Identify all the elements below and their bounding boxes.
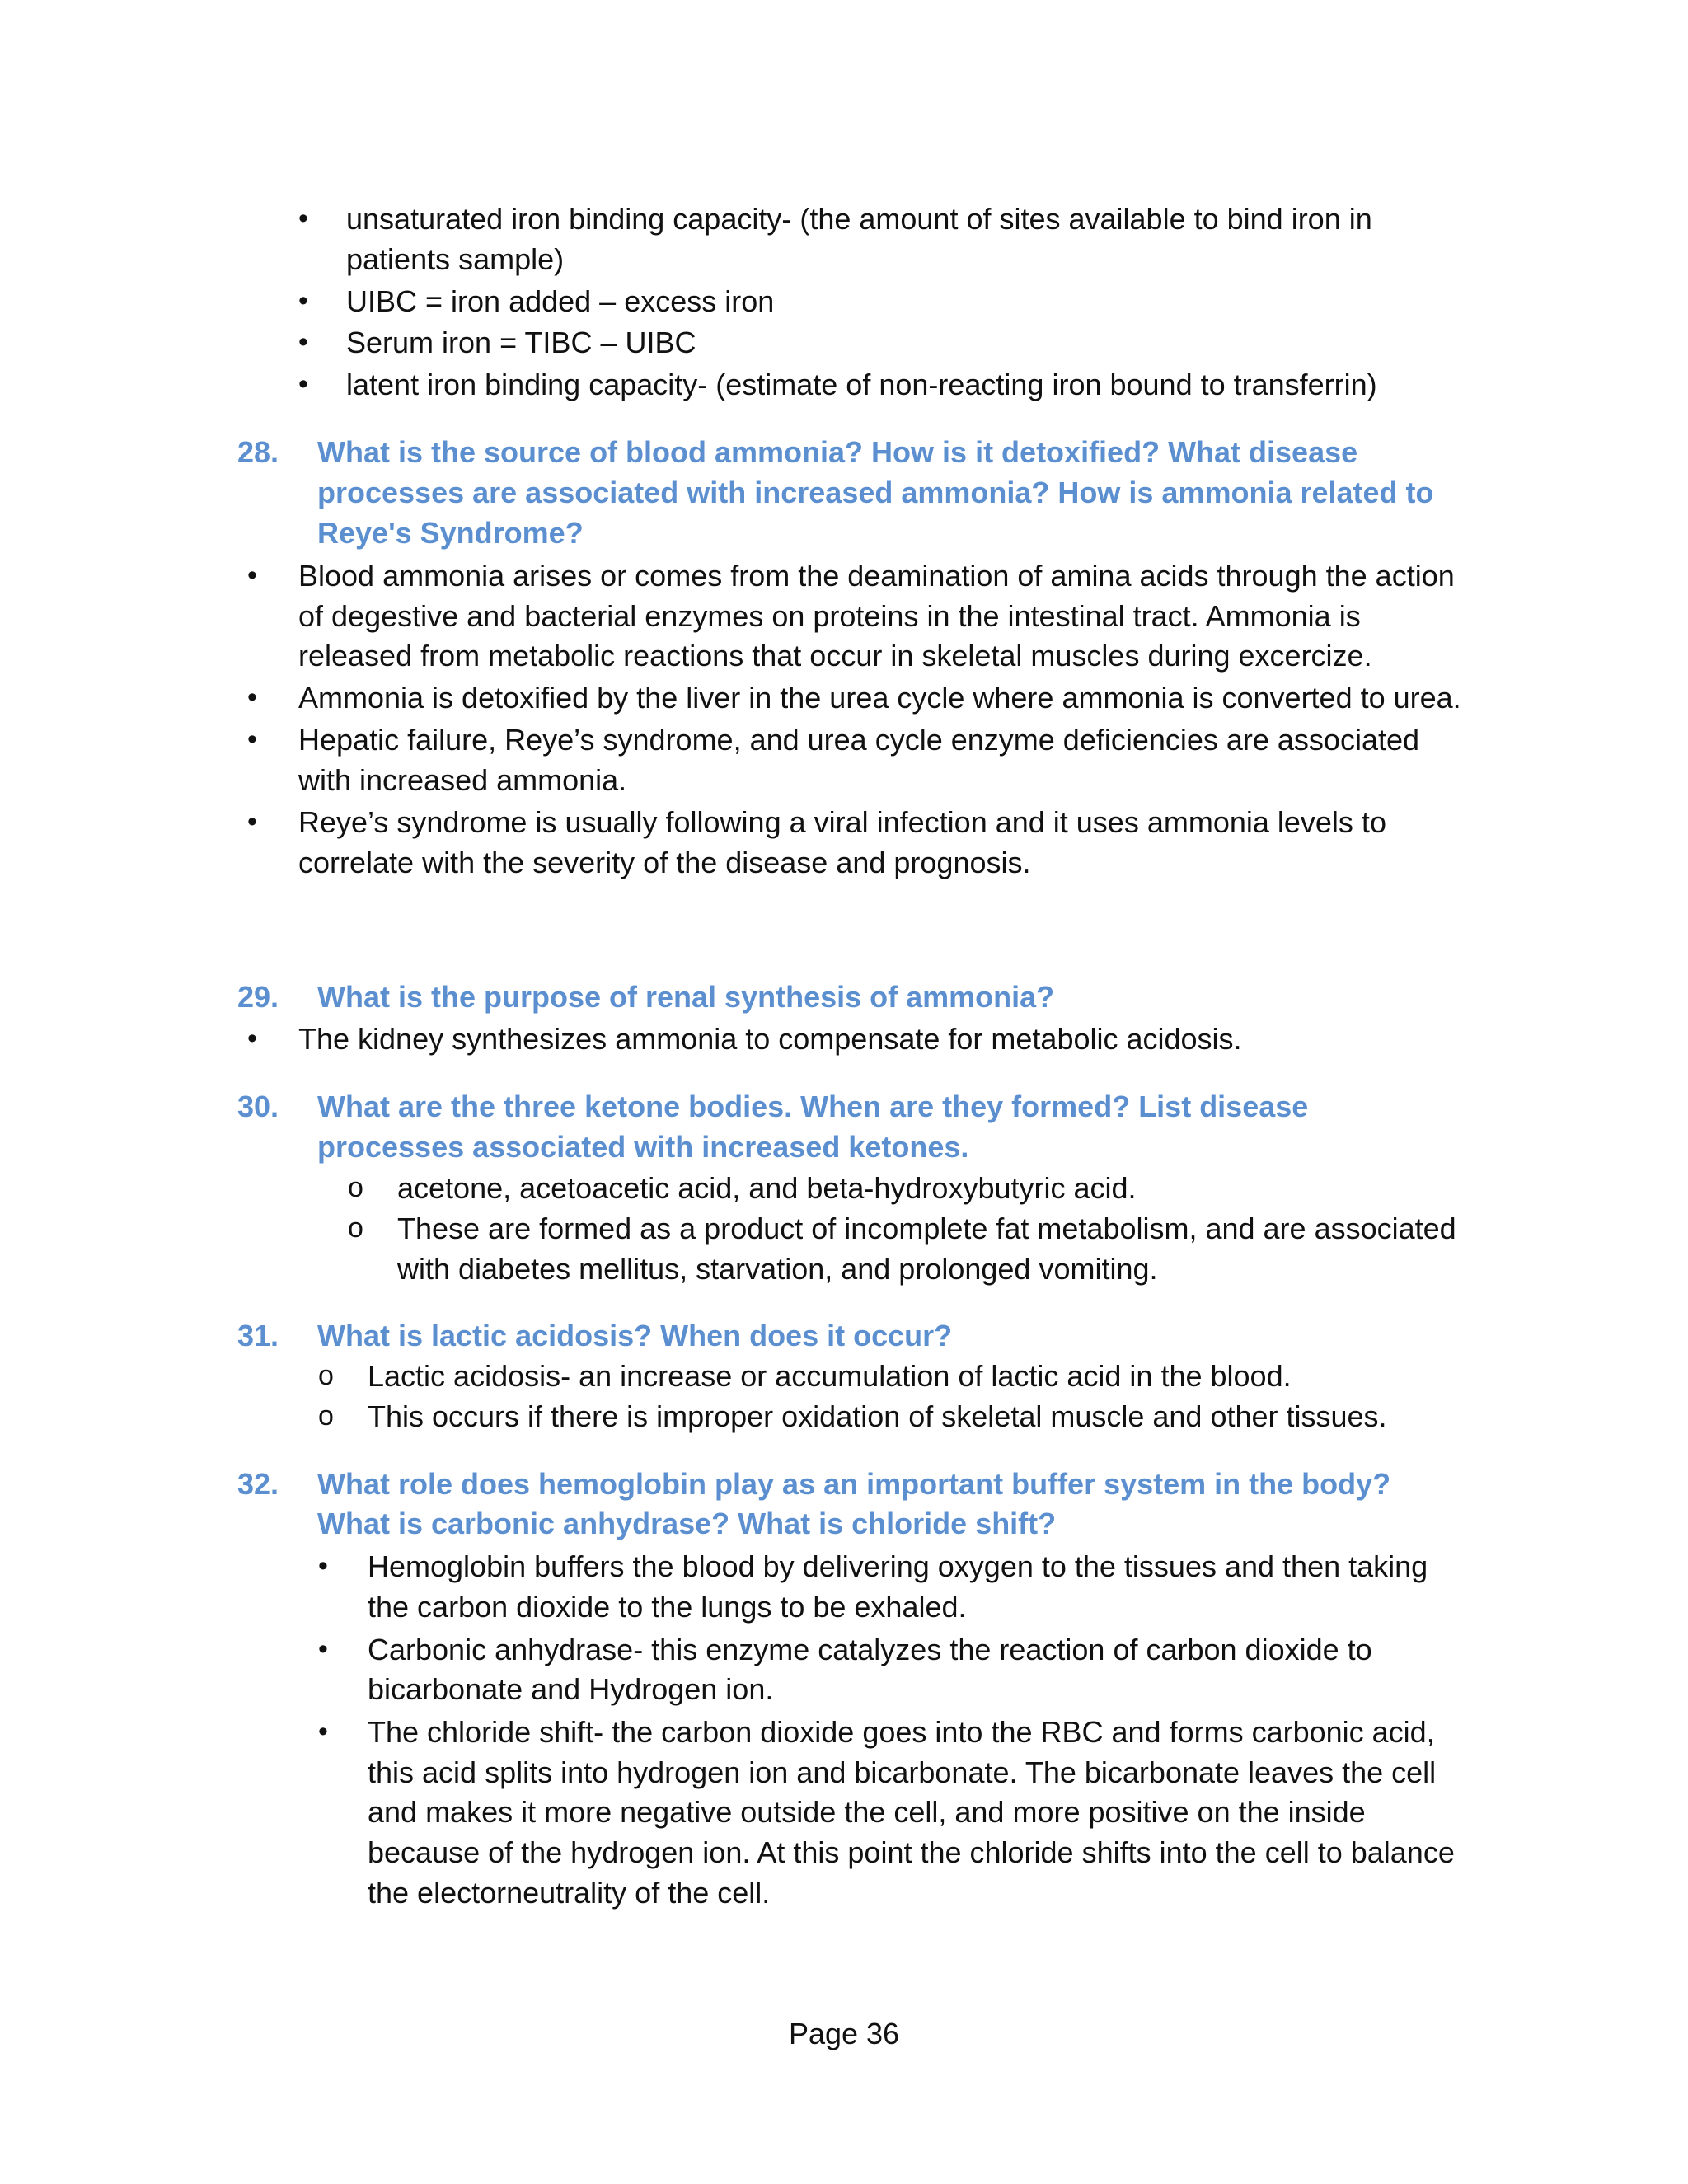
question-30-line-2: processes associated with increased ketones. — [317, 1130, 969, 1164]
question-28-line-1: What is the source of blood ammonia? How is it detoxified? What disease — [317, 435, 1358, 469]
q30-answer-2-line-1: These are formed as a product of incomplete fat metabolism, and are associated — [397, 1212, 1456, 1245]
page-number-footer: Page 36 — [788, 2017, 900, 2050]
question-32-line-2: What is carbonic anhydrase? What is chloride shift? — [317, 1507, 1057, 1540]
question-29-line-1: What is the purpose of renal synthesis of ammonia? — [317, 980, 1055, 1014]
bullet-marker: • — [298, 285, 308, 316]
question-30-number: 30. — [237, 1090, 279, 1123]
question-31-number: 31. — [237, 1319, 279, 1352]
top-bullet-1-line-1: unsaturated iron binding capacity- (the amount of sites available to bind iron in — [346, 202, 1372, 236]
q32-answer-3-line-1: The chloride shift- the carbon dioxide goes into the RBC and forms carbonic acid, — [368, 1715, 1435, 1749]
bullet-marker: • — [298, 326, 308, 358]
bullet-marker: • — [247, 1023, 257, 1054]
bullet-marker: • — [247, 806, 257, 837]
q30-answer-2-line-2: with diabetes mellitus, starvation, and prolonged vomiting. — [397, 1252, 1158, 1286]
q32-answer-2-line-1: Carbonic anhydrase- this enzyme catalyzes the reaction of carbon dioxide to — [368, 1633, 1372, 1666]
question-28-line-3: Reye's Syndrome? — [317, 516, 584, 550]
q28-answer-4-line-2: correlate with the severity of the disease and prognosis. — [298, 846, 1031, 879]
q32-answer-3-line-5: the electorneutrality of the cell. — [368, 1876, 771, 1910]
q32-answer-1-line-1: Hemoglobin buffers the blood by delivering oxygen to the tissues and then taking — [368, 1549, 1428, 1583]
bullet-marker: • — [247, 682, 257, 713]
q28-answer-4-line-1: Reye’s syndrome is usually following a viral infection and it uses ammonia levels to — [298, 805, 1386, 839]
q28-answer-1-line-3: released from metabolic reactions that occur in skeletal muscles during excercize. — [298, 639, 1372, 673]
question-28-number: 28. — [237, 435, 279, 469]
circle-marker: o — [318, 1400, 334, 1432]
question-32-line-1: What role does hemoglobin play as an important buffer system in the body? — [317, 1467, 1391, 1501]
q31-answer-1: Lactic acidosis- an increase or accumulation of lactic acid in the blood. — [368, 1359, 1292, 1393]
q31-answer-2: This occurs if there is improper oxidation of skeletal muscle and other tissues. — [368, 1399, 1387, 1433]
q28-answer-1-line-2: of degestive and bacterial enzymes on proteins in the intestinal tract. Ammonia is — [298, 599, 1361, 633]
top-bullet-3: Serum iron = TIBC – UIBC — [346, 326, 696, 359]
question-28-line-2: processes are associated with increased ammonia? How is ammonia related to — [317, 476, 1434, 509]
q30-answer-1: acetone, acetoacetic acid, and beta-hydroxybutyric acid. — [397, 1171, 1137, 1205]
question-31-line-1: What is lactic acidosis? When does it occur? — [317, 1319, 953, 1352]
question-30-line-1: What are the three ketone bodies. When are they formed? List disease — [317, 1090, 1309, 1123]
q32-answer-3-line-2: this acid splits into hydrogen ion and bicarbonate. The bicarbonate leaves the cell — [368, 1755, 1437, 1789]
q32-answer-1-line-2: the carbon dioxide to the lungs to be exhaled. — [368, 1590, 967, 1624]
q28-answer-2: Ammonia is detoxified by the liver in the urea cycle where ammonia is converted to urea. — [298, 681, 1461, 715]
q32-answer-3-line-4: because of the hydrogen ion. At this point the chloride shifts into the cell to balance — [368, 1835, 1455, 1869]
q32-answer-3-line-3: and makes it more negative outside the cell, and more positive on the inside — [368, 1795, 1366, 1829]
q29-answer-1: The kidney synthesizes ammonia to compensate for metabolic acidosis. — [298, 1022, 1242, 1056]
bullet-marker: • — [318, 1550, 328, 1582]
bullet-marker: • — [247, 560, 257, 591]
question-29-number: 29. — [237, 980, 279, 1014]
question-32-number: 32. — [237, 1467, 279, 1501]
circle-marker: o — [318, 1360, 334, 1391]
top-bullet-2: UIBC = iron added – excess iron — [346, 284, 775, 318]
circle-marker: o — [348, 1212, 363, 1244]
q28-answer-1-line-1: Blood ammonia arises or comes from the deamination of amina acids through the action — [298, 559, 1455, 593]
top-bullet-1-line-2: patients sample) — [346, 242, 565, 276]
bullet-marker: • — [318, 1633, 328, 1665]
q28-answer-3-line-2: with increased ammonia. — [298, 763, 627, 797]
bullet-marker: • — [247, 724, 257, 755]
top-bullet-4: latent iron binding capacity- (estimate of non-reacting iron bound to transferrin) — [346, 368, 1377, 401]
bullet-marker: • — [318, 1716, 328, 1747]
bullet-marker: • — [298, 203, 308, 234]
q28-answer-3-line-1: Hepatic failure, Reye’s syndrome, and urea cycle enzyme deficiencies are associated — [298, 723, 1420, 757]
q32-answer-2-line-2: bicarbonate and Hydrogen ion. — [368, 1672, 774, 1706]
circle-marker: o — [348, 1172, 363, 1203]
bullet-marker: • — [298, 368, 308, 400]
